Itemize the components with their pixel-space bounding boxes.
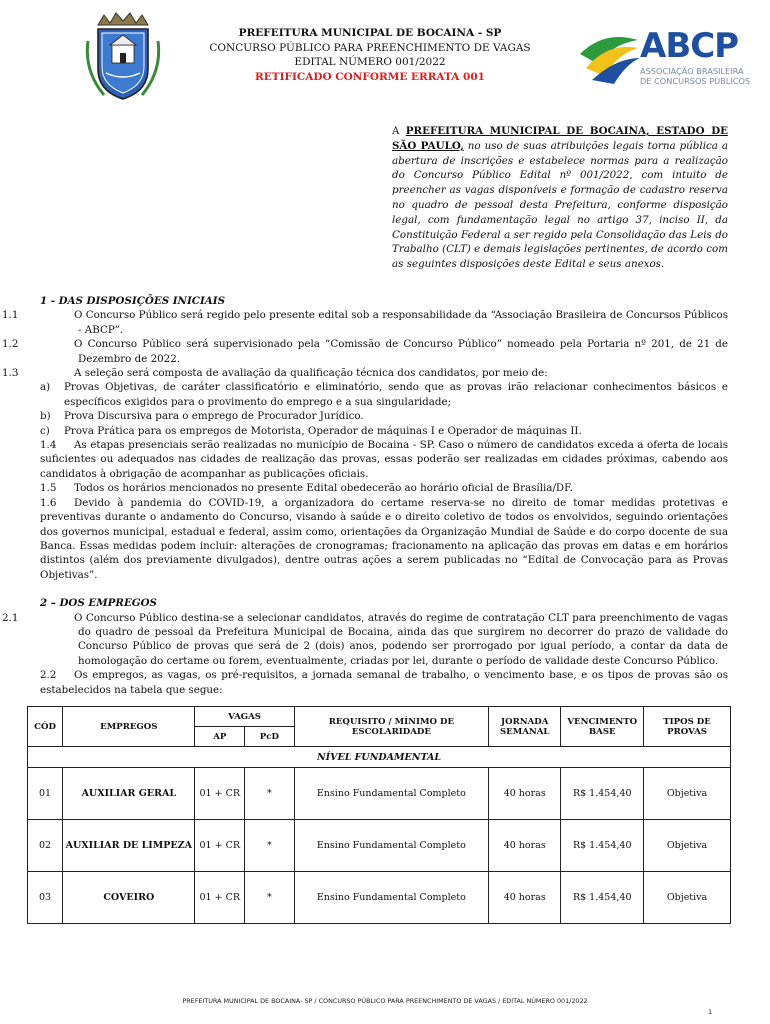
header-errata: RETIFICADO CONFORME ERRATA 001 <box>255 70 485 83</box>
clause-1-6: 1.6 Devido à pandemia do COVID-19, a organizadora do certame reserva-se no direito de tomar medidas protetivas e preventivas durante o andamento do Concurso, visando à saúde e o direito coletivo de todos os envolvidos, seguindo orientações dos governos municipal, estadual e federal, assim como, orientações da Organização Mundial de Saúde e do corpo docente de sua Banca. Essas medidas podem incluir: alterações de cronogramas; fracionamento na aplicação das provas em datas e em horários distintos (além dos previamente divulgados), dentre outras ações a serem publicadas no “Edital de Convocação para as Provas Objetivas”. <box>40 496 728 581</box>
abcp-logo-word: ABCP <box>640 26 739 66</box>
header-edital: EDITAL NÚMERO 001/2022 <box>294 56 446 68</box>
page-number: 1 <box>708 1008 713 1016</box>
header-jornada: JORNADA SEMANAL <box>489 707 561 747</box>
header-empregos: EMPREGOS <box>63 707 195 747</box>
abcp-logo-subtitle: ASSOCIAÇÃO BRASILEIRA DE CONCURSOS PÚBLICOS <box>640 66 751 86</box>
municipal-crest-icon <box>84 11 162 101</box>
intro-organization: PREFEITURA MUNICIPAL DE BOCAINA, ESTADO DE SÃO PAULO, <box>392 125 728 152</box>
clause-1-4: 1.4 As etapas presenciais serão realizadas no município de Bocaina - SP. Caso o número de candidatos exceda a oferta de locais suficientes ou adequados nas cidades de realização das provas, essas poderão ser realizadas em cidades próximas, cabendo aos candidatos à obrigação de acompanhar as publicações oficiais. <box>40 439 728 480</box>
clause-1-1: 1.1 O Concurso Público será regido pelo presente edital sob a responsabilidade da “Associação Brasileira de Concursos Públicos - ABCP”. <box>2 309 728 336</box>
list-item: a) Provas Objetivas, de caráter classificatório e eliminatório, sendo que as provas irão relacionar conhecimentos básicos e específicos exigidos para o provimento do emprego e a sua singularidade; <box>40 381 728 408</box>
intro-paragraph: A PREFEITURA MUNICIPAL DE BOCAINA, ESTADO DE SÃO PAULO, no uso de suas atribuições legais torna pública a abertura de inscrições e estabelece normas para a realização do Concurso Público Edital nº 001/2022, com intuito de preencher as vagas disponíveis e formação de cadastro reserva no quadro de pessoal desta Prefeitura, conforme disposição legal, com fundamentação legal no artigo 37, inciso II, da Constituição Federal a ser regido pela Consolidação das Leis do Trabalho (CLT) e demais legislações pertinentes, de acordo com as seguintes disposições deste Edital e seus anexos. <box>392 125 728 271</box>
clause-1-3: 1.3 A seleção será composta de avaliação da qualificação técnica dos candidatos, por meio de: <box>2 367 548 380</box>
clause-1-2: 1.2 O Concurso Público será supervisionado pela “Comissão de Concurso Público” nomeado pela Portaria nº 201, de 21 de Dezembro de 2022. <box>2 338 728 365</box>
page-footer: PREFEITURA MUNICIPAL DE BOCAINA- SP / CONCURSO PÚBLICO PARA PREENCHIMENTO DE VAGAS / EDITAL NÚMERO 001/2022 <box>182 997 588 1005</box>
table-row: 03 COVEIRO 01 + CR * Ensino Fundamental Completo 40 horas R$ 1.454,40 Objetiva <box>28 872 731 924</box>
header-vagas: VAGAS <box>195 707 294 727</box>
vagas-table <box>27 706 731 924</box>
clause-1-5: 1.5 Todos os horários mencionados no presente Edital obedecerão ao horário oficial de Brasília/DF. <box>40 482 573 495</box>
document-header <box>180 26 560 84</box>
header-pcd: PcD <box>245 727 295 747</box>
edital-body <box>2 294 728 697</box>
header-requisito: REQUISITO / MÍNIMO DE ESCOLARIDADE <box>294 707 488 747</box>
clause-2-2: 2.2 Os empregos, as vagas, os pré-requisitos, a jornada semanal de trabalho, o vencimento base, e os tipos de provas são os estabelecidos na tabela que segue: <box>40 669 728 696</box>
table-row: 01 AUXILIAR GERAL 01 + CR * Ensino Fundamental Completo 40 horas R$ 1.454,40 Objetiva <box>28 768 731 820</box>
section-1-title: 1 - DAS DISPOSIÇÕES INICIAIS <box>40 295 226 307</box>
header-ap: AP <box>195 727 245 747</box>
list-item: c) Prova Prática para os empregos de Motorista, Operador de máquinas I e Operador de máquinas II. <box>40 424 582 437</box>
table-row: 02 AUXILIAR DE LIMPEZA 01 + CR * Ensino Fundamental Completo 40 horas R$ 1.454,40 Objetiva <box>28 820 731 872</box>
nivel-heading: NÍVEL FUNDAMENTAL <box>28 747 731 768</box>
header-tipos: TIPOS DE PROVAS <box>644 707 731 747</box>
section-2-title: 2 – DOS EMPREGOS <box>40 597 157 610</box>
list-item: b) Prova Discursiva para o emprego de Procurador Jurídico. <box>40 410 364 423</box>
header-subtitle: CONCURSO PÚBLICO PARA PREENCHIMENTO DE VAGAS <box>209 41 531 54</box>
clause-2-1: 2.1 O Concurso Público destina-se a selecionar candidatos, através do regime de contratação CLT para preenchimento de vagas do quadro de pessoal da Prefeitura Municipal de Bocaina, ainda das que surgirem no decorrer do prazo de validade do Concurso Público de provas que será de 2 (dois) anos, podendo ser prorrogado por igual período, a contar da data de homologação do certame ou forem, eventualmente, criadas por lei, durante o período de validade deste Concurso Público. <box>2 611 728 667</box>
header-cod: CÓD <box>28 707 63 747</box>
header-title: PREFEITURA MUNICIPAL DE BOCAINA - SP <box>238 27 502 39</box>
header-vencimento: VENCIMENTO BASE <box>561 707 644 747</box>
